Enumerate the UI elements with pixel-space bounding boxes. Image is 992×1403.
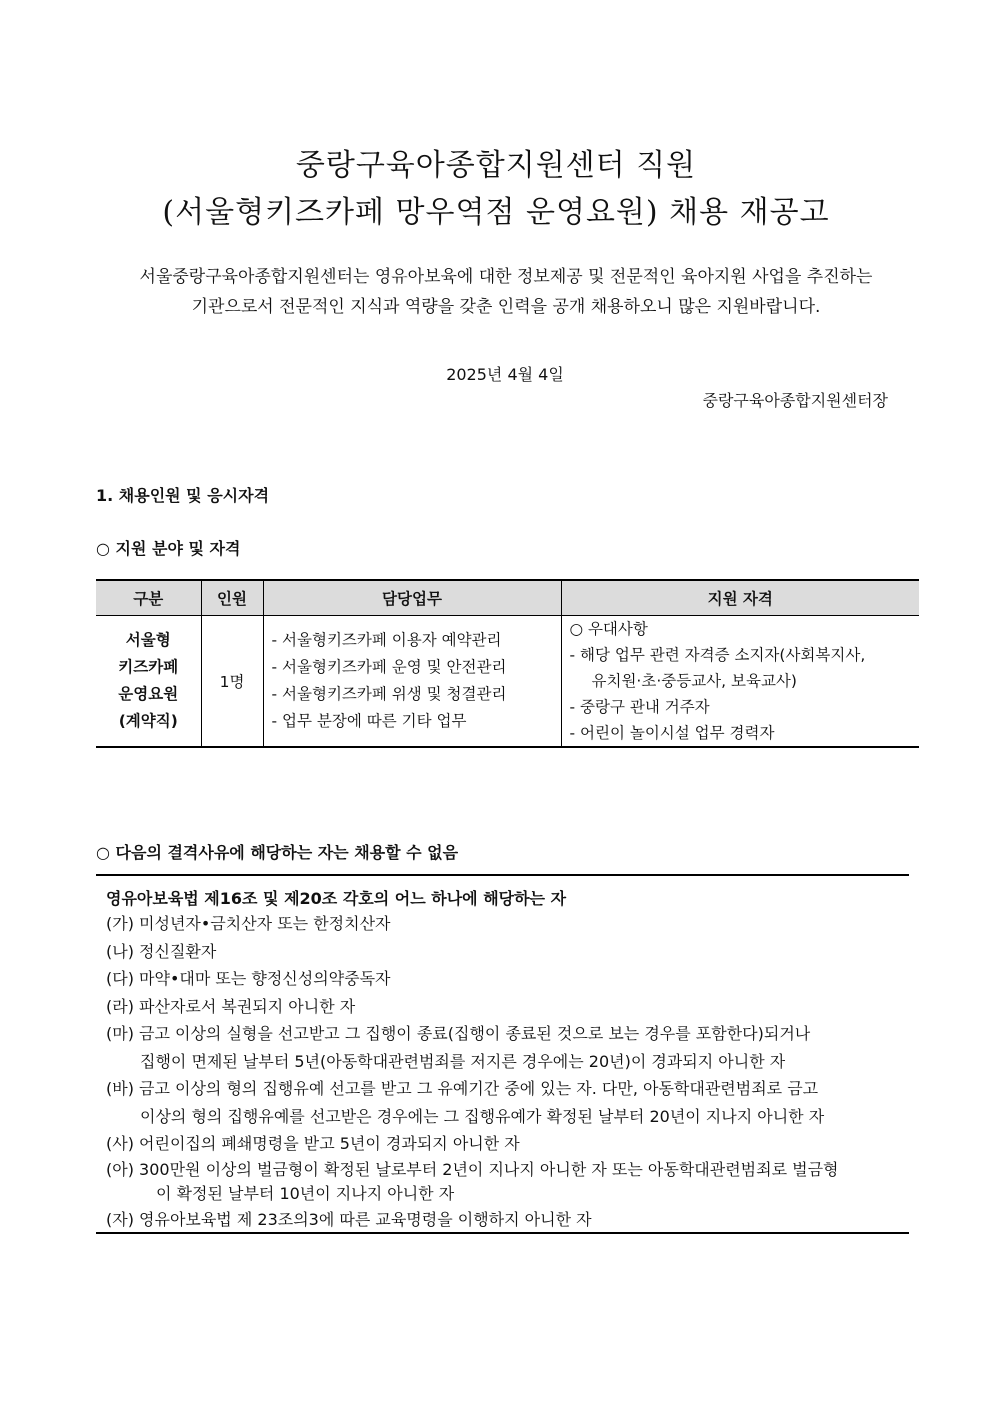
list-item-text: (사) 어린이집의 폐쇄명령을 받고 5년이 경과되지 아니한 자 [106, 1134, 520, 1153]
issuer-name: 중랑구육아종합지원센터장 [702, 391, 888, 410]
page-title-line1: 중랑구육아종합지원센터 직원 [295, 148, 697, 183]
qualification-item: - 중랑구 관내 거주자 [569, 698, 710, 716]
sub-heading: ○ 지원 분야 및 자격 [96, 539, 241, 558]
list-item [106, 1130, 906, 1158]
list-item-text: (바) 금고 이상의 형의 집행유예 선고를 받고 그 유예기간 중에 있는 자. 다만, 아동학대관련범죄로 금고 [106, 1079, 819, 1098]
disqualification-box-title: 영유아보육법 제16조 및 제20조 각호의 어느 하나에 해당하는 자 [106, 889, 567, 908]
duties-cell [263, 616, 561, 748]
list-item-cont: 이상의 형의 집행유예를 선고받은 경우에는 그 집행유예가 확정된 날부터 20년이 지나지 아니한 자 [140, 1106, 825, 1126]
table-header-row [96, 580, 919, 616]
list-item [106, 1206, 906, 1234]
announcement-date: 2025년 4월 4일 [446, 365, 564, 384]
header-duties: 담당업무 [263, 580, 561, 616]
intro-line1: 서울중랑구육아종합지원센터는 영유아보육에 대한 정보제공 및 전문적인 육아지원 사업을 추진하는 [139, 267, 873, 287]
header-count: 인원 [201, 580, 263, 616]
list-item-text: (아) 300만원 이상의 벌금형이 확정된 날로부터 2년이 지나지 아니한 자 또는 아동학대관련범죄로 벌금형 [106, 1159, 839, 1179]
duty-item: - 서울형키즈카페 운영 및 안전관리 [271, 658, 507, 676]
section-heading: 1. 채용인원 및 응시자격 [96, 486, 270, 505]
intro-line2: 기관으로서 전문적인 지식과 역량을 갖춘 인력을 공개 채용하오니 많은 지원바랍니다. [191, 297, 821, 317]
disqualification-box [96, 874, 909, 1234]
list-item [106, 910, 906, 938]
table-row [96, 616, 919, 748]
list-item-cont: 집행이 면제된 날부터 5년(아동학대관련범죄를 저지른 경우에는 20년)이 경과되지 아니한 자 [140, 1051, 786, 1071]
category-line: (계약직) [118, 712, 178, 730]
list-item [106, 1075, 906, 1130]
intro-paragraph [96, 262, 916, 322]
list-item [106, 993, 906, 1021]
recruitment-table [96, 579, 919, 748]
list-item [106, 965, 906, 993]
list-item-cont: 이 확정된 날부터 10년이 지나지 아니한 자 [156, 1183, 455, 1203]
category-line: 운영요원 [118, 685, 179, 703]
disqualification-list [106, 910, 906, 1233]
duty-item: - 업무 분장에 따른 기타 업무 [271, 712, 467, 730]
page-title-line2: (서울형키즈카페 망우역점 운영요원) 채용 재공고 [162, 195, 830, 230]
header-qualifications: 지원 자격 [561, 580, 919, 616]
category-cell [96, 616, 201, 748]
category-line: 서울형 [125, 631, 171, 649]
disqualification-heading: ○ 다음의 결격사유에 해당하는 자는 채용할 수 없음 [96, 843, 459, 862]
list-item [106, 1158, 906, 1206]
duty-item: - 서울형키즈카페 위생 및 청결관리 [271, 685, 507, 703]
qualification-item-cont: 유치원·초·중등교사, 보육교사) [591, 672, 797, 690]
list-item-text: (다) 마약•대마 또는 향정신성의약중독자 [106, 969, 391, 988]
qualifications-cell [561, 616, 919, 748]
list-item-text: (라) 파산자로서 복권되지 아니한 자 [106, 996, 356, 1016]
header-category: 구분 [96, 580, 201, 616]
list-item-text: (마) 금고 이상의 실형을 선고받고 그 집행이 종료(집행이 종료된 것으로 보는 경우를 포함한다)되거나 [106, 1024, 811, 1043]
list-item-text: (가) 미성년자•금치산자 또는 한정치산자 [106, 914, 391, 933]
count-cell: 1명 [201, 616, 263, 748]
list-item-text: (나) 정신질환자 [106, 941, 217, 961]
duty-item: - 서울형키즈카페 이용자 예약관리 [271, 631, 502, 649]
category-line: 키즈카페 [118, 658, 179, 676]
qualification-item: - 해당 업무 관련 자격증 소지자(사회복지사, [569, 646, 866, 664]
list-item [106, 1020, 906, 1075]
qualification-item: - 어린이 놀이시설 업무 경력자 [569, 724, 775, 742]
list-item [106, 938, 906, 966]
preference-title: ○ 우대사항 [569, 620, 648, 638]
list-item-text: (자) 영유아보육법 제 23조의3에 따른 교육명령을 이행하지 아니한 자 [106, 1209, 592, 1229]
